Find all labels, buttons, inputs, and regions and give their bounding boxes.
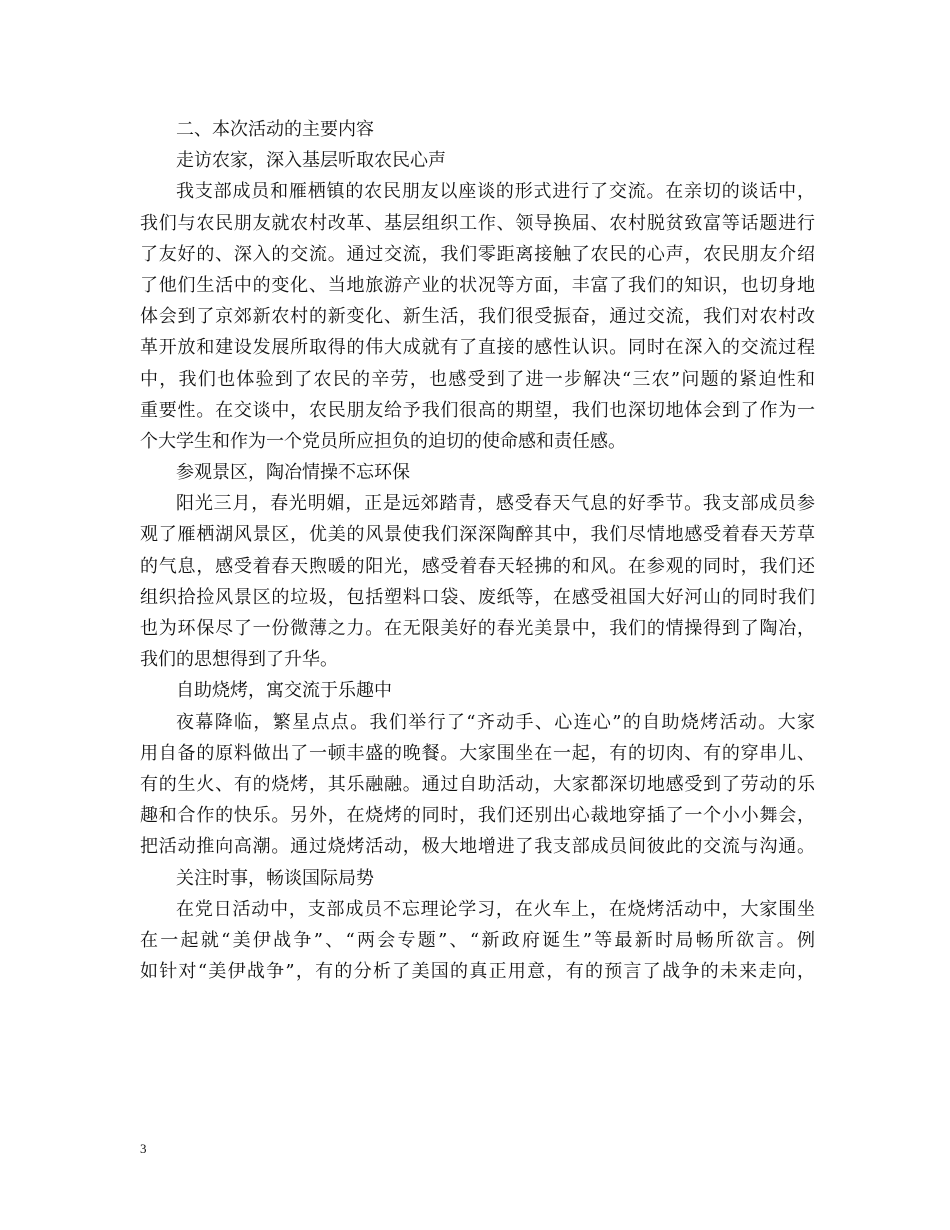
text-line: 我支部成员和雁栖镇的农民朋友以座谈的形式进行了交流。在亲切的谈话中， [176, 181, 815, 203]
text-line: 用自备的原料做出了一顿丰盛的晚餐。大家围坐在一起，有的切肉、有的穿串儿、 [140, 742, 815, 764]
text-line: 了他们生活中的变化、当地旅游产业的状况等方面，丰富了我们的知识，也切身地 [140, 274, 815, 296]
text-lines [140, 114, 815, 987]
text-line: 也为环保尽了一份微薄之力。在无限美好的春光美景中，我们的情操得到了陶冶， [140, 618, 815, 639]
text-line: 趣和合作的快乐。另外，在烧烤的同时，我们还别出心裁地穿插了一个小小舞会， [140, 805, 815, 827]
text-line: 在党日活动中，支部成员不忘理论学习，在火车上，在烧烤活动中，大家围坐 [176, 898, 815, 920]
text-line: 如针对“美伊战争”，有的分析了美国的真正用意，有的预言了战争的未来走向， [140, 961, 815, 983]
document-body [140, 114, 815, 987]
text-line: 观了雁栖湖风景区，优美的风景使我们深深陶醉其中，我们尽情地感受着春天芳草 [140, 524, 815, 546]
text-line: 有的生火、有的烧烤，其乐融融。通过自助活动，大家都深切地感受到了劳动的乐 [140, 773, 815, 795]
text-line: 了友好的、深入的交流。通过交流，我们零距离接触了农民的心声，农民朋友介绍 [140, 243, 815, 265]
text-line: 二、本次活动的主要内容 [176, 119, 374, 140]
text-line: 走访农家，深入基层听取农民心声 [176, 150, 446, 172]
text-line: 体会到了京郊新农村的新变化、新生活，我们很受振奋，通过交流，我们对农村改 [140, 306, 815, 328]
text-line: 自助烧烤，寓交流于乐趣中 [176, 680, 392, 702]
text-line: 我们与农民朋友就农村改革、基层组织工作、领导换届、农村脱贫致富等话题进行 [140, 212, 815, 234]
text-line: 个大学生和作为一个党员所应担负的迫切的使命感和责任感。 [140, 430, 626, 452]
text-line: 关注时事，畅谈国际局势 [176, 867, 374, 889]
text-line: 中，我们也体验到了农民的辛劳，也感受到了进一步解决“三农”问题的紧迫性和 [140, 368, 815, 390]
text-line: 我们的思想得到了升华。 [140, 649, 338, 671]
text-line: 在一起就“美伊战争”、“两会专题”、“新政府诞生”等最新时局畅所欲言。例 [140, 929, 815, 951]
page-number: 3 [140, 1141, 147, 1156]
text-line: 夜幕降临，繁星点点。我们举行了“齐动手、心连心”的自助烧烤活动。大家 [176, 711, 815, 733]
text-line: 的气息，感受着春天煦暖的阳光，感受着春天轻拂的和风。在参观的同时，我们还 [140, 555, 815, 577]
text-line: 重要性。在交谈中，农民朋友给予我们很高的期望，我们也深切地体会到了作为一 [140, 399, 815, 421]
text-line: 组织拾捡风景区的垃圾，包括塑料口袋、废纸等，在感受祖国大好河山的同时我们 [140, 586, 815, 608]
text-line: 阳光三月，春光明媚，正是远郊踏青，感受春天气息的好季节。我支部成员参 [176, 493, 815, 515]
text-line: 把活动推向高潮。通过烧烤活动，极大地增进了我支部成员间彼此的交流与沟通。 [140, 836, 815, 858]
text-line: 革开放和建设发展所取得的伟大成就有了直接的感性认识。同时在深入的交流过程 [140, 337, 815, 359]
text-line: 参观景区，陶冶情操不忘环保 [176, 462, 410, 484]
